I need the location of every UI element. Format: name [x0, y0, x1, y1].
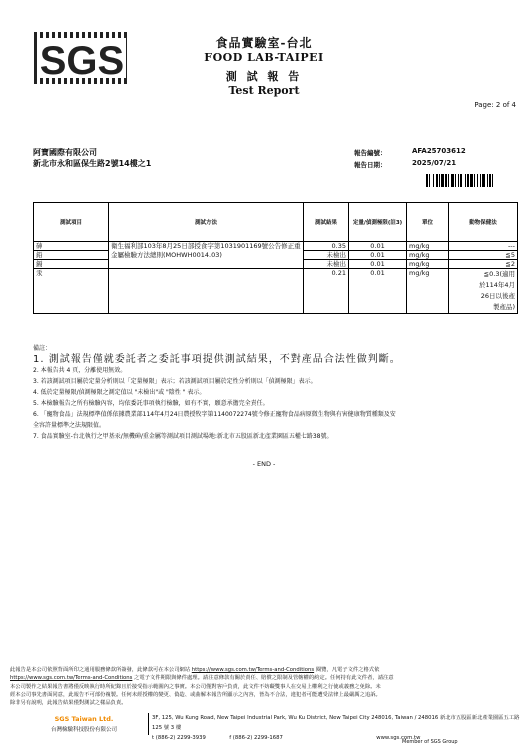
cell-limit: 0.01 — [349, 251, 407, 260]
report-date-label: 報告日期： — [354, 161, 387, 169]
cell-method-empty — [109, 269, 304, 314]
header-title-en: Test Report — [228, 84, 300, 97]
footer-fax: f (886-2) 2299-1687 — [229, 735, 283, 741]
end-marker: - END - — [252, 460, 276, 468]
cell-regulation: ≦2 — [449, 260, 518, 269]
cell-item: 砷 — [34, 242, 109, 251]
table-header-row — [34, 203, 518, 242]
cell-item: 鉛 — [34, 251, 109, 260]
barcode-bar — [482, 174, 485, 187]
note-item: 全容許量標準之法規限值。 — [33, 422, 106, 429]
client-address: 新北市永和區保生路2號14樓之1 — [33, 159, 152, 168]
header-result: 測試結果 — [304, 203, 349, 242]
report-no-label: 報告編號： — [354, 149, 387, 157]
barcode-bar — [487, 174, 488, 187]
footer-contact — [152, 713, 528, 743]
barcode-bar — [489, 174, 491, 187]
footer-divider — [148, 713, 149, 735]
cell-item: 汞 — [34, 269, 109, 314]
cell-regulation: ≦5 — [449, 251, 518, 260]
footer-member: Member of SGS Group — [402, 739, 458, 745]
note-item: 1. 測試報告僅就委託者之委託事項提供測試結果，不對產品合法性做判斷。 — [33, 354, 401, 365]
barcode-bar — [441, 174, 444, 187]
cell-limit: 0.01 — [349, 269, 407, 314]
footer-phone-row — [152, 733, 528, 743]
barcode-bar — [433, 174, 434, 187]
header-limit: 定量/偵測極限(註3) — [349, 203, 407, 242]
cell-regulation — [449, 269, 518, 314]
footer-web[interactable]: www.sgs.com.tw — [376, 735, 421, 741]
barcode-bar — [448, 174, 449, 187]
cell-method: 衛生福利部103年8月25日部授食字第1031901169號公告修正重金屬檢驗方法總則(MOHWH0014.03) — [109, 242, 304, 269]
disclaimer — [10, 666, 520, 707]
cell-limit: 0.01 — [349, 260, 407, 269]
barcode-bar — [439, 174, 440, 187]
notes-block — [33, 343, 503, 442]
cell-item: 鎘 — [34, 260, 109, 269]
regulation-line: 製產品) — [492, 303, 515, 311]
cell-result: 0.35 — [304, 242, 349, 251]
note-item: 5. 本檢驗報告之所有檢驗內容，均依委託事項執行檢驗，如有不實，願意承擔完全責任。 — [33, 400, 269, 407]
barcode-bar — [465, 174, 466, 187]
disclaimer-text: 此報告是本公司依照背面所印之通用服務條款所簽發，此條款可在本公司網站 — [10, 667, 192, 673]
barcode — [426, 174, 516, 187]
terms-link-electronic[interactable]: https://www.sgs.com.tw/Terms-and-Conditions — [10, 675, 133, 682]
barcode-bar — [470, 174, 473, 187]
table-row — [34, 242, 518, 251]
disclaimer-line: 除非另有說明，此報告結果僅對測試之樣品負責。 — [10, 700, 127, 707]
barcode-bar — [429, 174, 430, 187]
barcode-bar — [426, 174, 428, 187]
report-date-value: 2025/07/21 — [412, 159, 457, 167]
cell-unit: mg/kg — [407, 251, 449, 260]
cell-result: 0.21 — [304, 269, 349, 314]
header-item: 測試項目 — [34, 203, 109, 242]
regulation-line: 26日以後產 — [480, 292, 515, 300]
footer-company-zh: 台灣檢驗科技股份有限公司 — [50, 727, 117, 733]
disclaimer-line — [10, 666, 520, 674]
barcode-bar — [445, 174, 447, 187]
footer-company — [34, 715, 134, 733]
note-item: 4. 低於定量極限/偵測極限之測定值以 "未檢出"或 "陰性 " 表示。 — [33, 389, 206, 396]
note-item: 7. 食品實驗室-台北執行之甲基汞/無機砷/重金屬等測試項目測試場地:新北市五股區新北產業園區五權七路38號。 — [33, 433, 333, 440]
barcode-bar — [436, 174, 438, 187]
barcode-bar — [480, 174, 481, 187]
regulation-line: ≦0.3(適用 — [483, 270, 515, 278]
disclaimer-line: 本公司製作之結果報告書將僅反映執行時所紀錄且於接受指示範圍內之事實。本公司僅對客戶負責，此文件不妨礙雙事人在交易上權利之行使或義務之免除。未 — [10, 683, 381, 690]
disclaimer-text: 閱覽，凡電子文件之格式依 — [314, 667, 380, 673]
footer-company-en: SGS Taiwan Ltd. — [54, 715, 114, 723]
cell-result: 未檢出 — [304, 251, 349, 260]
note-item: 3. 若該測試項目屬於定量分析則以「定量極限」表示；若該測試項目屬於定性分析則以「偵測極限」表示。 — [33, 378, 317, 385]
regulation-line: 於114年4月 — [478, 281, 515, 289]
header-method: 測試方法 — [109, 203, 304, 242]
footer-address: 3F, 125, Wu Kung Road, New Taipei Industrial Park, Wu Ku District, New Taipei City 248016, Taiwan / 248016 新北市五股區新北產業園區五工路 125 號 3 樓 — [152, 715, 520, 731]
note-item: 2. 本報告共 4 頁，分離使用無效。 — [33, 367, 127, 374]
cell-unit: mg/kg — [407, 269, 449, 314]
disclaimer-text: 之電子文件期限與條件處理。請注意條款有關於責任、賠償之限制及管轄權的約定。任何持有此文件者，請注意 — [132, 675, 394, 682]
cell-unit: mg/kg — [407, 260, 449, 269]
cell-unit: mg/kg — [407, 242, 449, 251]
header-unit: 單位 — [407, 203, 449, 242]
table-row — [34, 269, 518, 314]
cell-result: 未檢出 — [304, 260, 349, 269]
barcode-bar — [477, 174, 478, 187]
notes-title: 備註： — [33, 345, 52, 352]
header-regulation: 動物保健法 — [449, 203, 518, 242]
disclaimer-line — [10, 674, 520, 682]
barcode-bar — [460, 174, 462, 187]
barcode-bar — [474, 174, 475, 187]
note-item: 6. 「寵物食品」法規標準值係依據農業部114年4月24日農授牧字第1140072274號令修正寵物食品病原微生物與有害健康物質種類及安 — [33, 411, 396, 418]
terms-link[interactable]: https://www.sgs.com.tw/Terms-and-Conditions — [191, 667, 315, 673]
report-no-value: AFA25703612 — [412, 147, 466, 155]
footer-tel: t (886-2) 2299-3939 — [152, 735, 206, 741]
barcode-bar — [458, 174, 459, 187]
header-lab-zh: 食品實驗室-台北 — [215, 36, 313, 50]
barcode-bar — [492, 174, 493, 187]
barcode-bar — [455, 174, 456, 187]
barcode-bar — [467, 174, 469, 187]
results-table — [33, 202, 518, 314]
client-block — [33, 147, 151, 169]
svg-text:SGS: SGS — [39, 39, 125, 83]
cell-limit: 0.01 — [349, 242, 407, 251]
barcode-bar — [451, 174, 454, 187]
page-number: Page: 2 of 4 — [474, 101, 516, 109]
cell-regulation: --- — [449, 242, 518, 251]
disclaimer-line: 經本公司事先書面同意，此報告不可部份複製。任何未經授權的變更、偽造、或曲解本報告所顯示之內容，皆為不合法，違犯者可能遭受法律上最嚴厲之追訴。 — [10, 691, 381, 698]
header-title-zh: 測 試 報 告 — [225, 70, 303, 83]
client-name: 阿寶國際有限公司 — [33, 148, 97, 157]
header-lab-en: FOOD LAB-TAIPEI — [204, 51, 324, 64]
